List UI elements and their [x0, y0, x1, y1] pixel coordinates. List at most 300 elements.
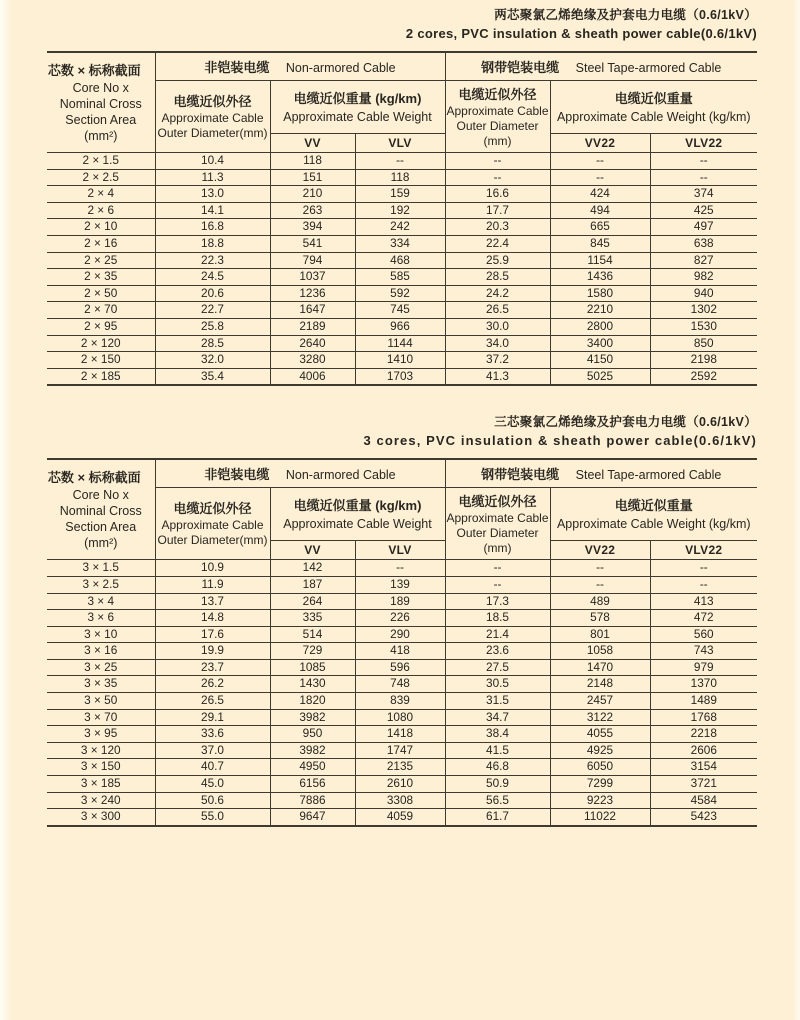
table-row [47, 186, 757, 203]
value-cell: 2800 [550, 318, 650, 335]
value-cell: 56.5 [445, 792, 550, 809]
value-cell: 2189 [270, 318, 355, 335]
value-cell: 30.5 [445, 676, 550, 693]
header-st-weight-en: Approximate Cable Weight (kg/km) [556, 516, 751, 531]
row-label-cell: 3 × 300 [47, 809, 155, 826]
value-cell: -- [355, 153, 445, 170]
value-cell: 1530 [650, 318, 757, 335]
value-cell: 17.3 [445, 593, 550, 610]
table1-title-en: 2 cores, PVC insulation & sheath power cable(0.6/1kV) [405, 26, 757, 41]
row-label-cell: 3 × 150 [47, 759, 155, 776]
header-core-en3: Section Area [65, 519, 137, 534]
header-st-diameter [445, 488, 550, 560]
value-cell: 264 [270, 593, 355, 610]
value-cell: -- [550, 576, 650, 593]
header-na-diameter-en2: Outer Diameter(mm) [157, 126, 268, 140]
value-cell: 263 [270, 202, 355, 219]
header-non-armored-cn: 非铠装电缆 [204, 467, 270, 483]
value-cell: 23.7 [155, 659, 270, 676]
table2-title-en: 3 cores, PVC insulation & sheath power cable(0.6/1kV) [363, 433, 757, 449]
value-cell: 2135 [355, 759, 445, 776]
row-label-cell: 3 × 25 [47, 659, 155, 676]
value-cell: 940 [650, 285, 757, 302]
value-cell: 743 [650, 643, 757, 660]
value-cell: 3154 [650, 759, 757, 776]
value-cell: 585 [355, 269, 445, 286]
header-steel-en: Steel Tape-armored Cable [575, 468, 722, 483]
header-st-weight [550, 488, 757, 541]
header-vv: VV [270, 541, 355, 560]
header-vlv22: VLV22 [650, 134, 757, 153]
value-cell: 118 [270, 153, 355, 170]
table-row [47, 202, 757, 219]
value-cell: 541 [270, 235, 355, 252]
value-cell: -- [650, 560, 757, 577]
header-steel-group [445, 52, 757, 81]
header-st-weight-en: Approximate Cable Weight (kg/km) [556, 109, 751, 124]
header-core-en1: Core No x [72, 487, 129, 502]
value-cell: 210 [270, 186, 355, 203]
table1-body [47, 153, 757, 386]
value-cell: 32.0 [155, 352, 270, 369]
value-cell: 192 [355, 202, 445, 219]
value-cell: 14.8 [155, 610, 270, 627]
table1-title [47, 0, 757, 43]
value-cell: 25.9 [445, 252, 550, 269]
header-vv22: VV22 [550, 134, 650, 153]
value-cell: 55.0 [155, 809, 270, 826]
header-st-diameter-en1: Approximate Cable [446, 103, 549, 118]
value-cell: 950 [270, 726, 355, 743]
row-label-cell: 3 × 4 [47, 593, 155, 610]
value-cell: 41.3 [445, 368, 550, 385]
value-cell: 845 [550, 235, 650, 252]
table-row [47, 643, 757, 660]
value-cell: 1236 [270, 285, 355, 302]
value-cell: 17.7 [445, 202, 550, 219]
value-cell: 5423 [650, 809, 757, 826]
table-row [47, 560, 757, 577]
row-label-cell: 3 × 50 [47, 693, 155, 710]
value-cell: -- [650, 576, 757, 593]
table-row [47, 169, 757, 186]
value-cell: 794 [270, 252, 355, 269]
value-cell: 514 [270, 626, 355, 643]
header-na-diameter [155, 488, 270, 560]
header-core-en1: Core No x [72, 80, 129, 95]
value-cell: 61.7 [445, 809, 550, 826]
value-cell: 748 [355, 676, 445, 693]
table1-title-cn: 两芯聚氯乙烯绝缘及护套电力电缆（0.6/1kV） [494, 8, 757, 22]
header-core-cn: 芯数 × 标称截面 [47, 62, 141, 78]
value-cell: 489 [550, 593, 650, 610]
header-na-weight-cn: 电缆近似重量 (kg/km) [293, 497, 422, 513]
value-cell: 19.9 [155, 643, 270, 660]
value-cell: 497 [650, 219, 757, 236]
value-cell: -- [445, 560, 550, 577]
value-cell: 50.9 [445, 776, 550, 793]
header-st-diameter-en2: Outer Diameter [456, 525, 539, 540]
value-cell: -- [550, 560, 650, 577]
value-cell: 1436 [550, 269, 650, 286]
value-cell: 2610 [355, 776, 445, 793]
row-label-cell: 3 × 120 [47, 742, 155, 759]
header-st-diameter-cn: 电缆近似外径 [458, 86, 537, 102]
value-cell: 1430 [270, 676, 355, 693]
table-row [47, 792, 757, 809]
header-na-diameter-cn: 电缆近似外径 [173, 94, 252, 109]
value-cell: 638 [650, 235, 757, 252]
header-st-diameter [445, 81, 550, 153]
value-cell: 34.0 [445, 335, 550, 352]
table2-title [47, 414, 757, 450]
value-cell: 2210 [550, 302, 650, 319]
table-row [47, 726, 757, 743]
value-cell: 37.2 [445, 352, 550, 369]
header-non-armored-group [155, 52, 445, 81]
header-vv22: VV22 [550, 541, 650, 560]
value-cell: 6050 [550, 759, 650, 776]
row-label-cell: 2 × 50 [47, 285, 155, 302]
header-vlv: VLV [355, 134, 445, 153]
row-label-cell: 2 × 1.5 [47, 153, 155, 170]
value-cell: 28.5 [155, 335, 270, 352]
row-label-cell: 3 × 185 [47, 776, 155, 793]
value-cell: -- [445, 169, 550, 186]
value-cell: 425 [650, 202, 757, 219]
value-cell: 4584 [650, 792, 757, 809]
table-row [47, 302, 757, 319]
value-cell: 1058 [550, 643, 650, 660]
value-cell: 827 [650, 252, 757, 269]
value-cell: 22.7 [155, 302, 270, 319]
cable-table-3core [47, 458, 757, 827]
row-label-cell: 2 × 2.5 [47, 169, 155, 186]
table1-header [47, 52, 757, 153]
value-cell: 596 [355, 659, 445, 676]
value-cell: 3308 [355, 792, 445, 809]
value-cell: 2148 [550, 676, 650, 693]
value-cell: 16.6 [445, 186, 550, 203]
table-row [47, 352, 757, 369]
table-row [47, 335, 757, 352]
value-cell: 118 [355, 169, 445, 186]
row-label-cell: 2 × 6 [47, 202, 155, 219]
value-cell: 5025 [550, 368, 650, 385]
table-row [47, 576, 757, 593]
header-core-section [47, 52, 155, 153]
value-cell: 46.8 [445, 759, 550, 776]
table-row [47, 285, 757, 302]
header-st-diameter-en2: Outer Diameter [456, 118, 539, 133]
value-cell: 578 [550, 610, 650, 627]
header-st-diameter-cn: 电缆近似外径 [458, 493, 537, 509]
table-row [47, 593, 757, 610]
header-na-diameter-en1: Approximate Cable [161, 111, 264, 125]
value-cell: 22.3 [155, 252, 270, 269]
value-cell: 1370 [650, 676, 757, 693]
header-na-diameter-en2: Outer Diameter(mm) [157, 533, 268, 548]
value-cell: 1037 [270, 269, 355, 286]
value-cell: 139 [355, 576, 445, 593]
value-cell: 4055 [550, 726, 650, 743]
value-cell: 1820 [270, 693, 355, 710]
row-label-cell: 3 × 6 [47, 610, 155, 627]
value-cell: 18.8 [155, 235, 270, 252]
value-cell: 1747 [355, 742, 445, 759]
header-non-armored-en: Non-armored Cable [285, 468, 396, 483]
value-cell: 418 [355, 643, 445, 660]
value-cell: 1302 [650, 302, 757, 319]
table-row [47, 368, 757, 385]
header-core-en3: Section Area [65, 112, 137, 127]
value-cell: -- [445, 576, 550, 593]
value-cell: 1418 [355, 726, 445, 743]
row-label-cell: 2 × 70 [47, 302, 155, 319]
value-cell: 2218 [650, 726, 757, 743]
header-steel-en: Steel Tape-armored Cable [575, 61, 722, 75]
header-core-en2: Nominal Cross [59, 503, 142, 518]
table2-title-cn: 三芯聚氯乙烯绝缘及护套电力电缆（0.6/1kV） [494, 415, 757, 430]
header-core-en4: (mm²) [84, 128, 118, 143]
value-cell: 592 [355, 285, 445, 302]
value-cell: 10.4 [155, 153, 270, 170]
value-cell: 9223 [550, 792, 650, 809]
value-cell: -- [650, 153, 757, 170]
header-core-en4: (mm²) [84, 535, 118, 550]
value-cell: 290 [355, 626, 445, 643]
row-label-cell: 2 × 10 [47, 219, 155, 236]
value-cell: 1703 [355, 368, 445, 385]
header-steel-group [445, 459, 757, 488]
table-row [47, 252, 757, 269]
header-vlv: VLV [355, 541, 445, 560]
value-cell: 187 [270, 576, 355, 593]
table-row [47, 709, 757, 726]
value-cell: 468 [355, 252, 445, 269]
value-cell: 729 [270, 643, 355, 660]
value-cell: 374 [650, 186, 757, 203]
table-row [47, 318, 757, 335]
header-na-diameter-cn: 电缆近似外径 [173, 501, 252, 517]
value-cell: 4006 [270, 368, 355, 385]
value-cell: 1768 [650, 709, 757, 726]
value-cell: 745 [355, 302, 445, 319]
value-cell: 2606 [650, 742, 757, 759]
value-cell: 966 [355, 318, 445, 335]
header-na-weight [270, 81, 445, 134]
row-label-cell: 2 × 35 [47, 269, 155, 286]
value-cell: 801 [550, 626, 650, 643]
table-row [47, 809, 757, 826]
value-cell: 7299 [550, 776, 650, 793]
table-row [47, 610, 757, 627]
value-cell: 4950 [270, 759, 355, 776]
value-cell: 34.7 [445, 709, 550, 726]
value-cell: 41.5 [445, 742, 550, 759]
header-core-en2: Nominal Cross [59, 96, 142, 111]
header-st-diameter-en1: Approximate Cable [446, 510, 549, 525]
header-st-diameter-en3: (mm) [483, 540, 512, 555]
value-cell: 17.6 [155, 626, 270, 643]
row-label-cell: 3 × 10 [47, 626, 155, 643]
value-cell: 1580 [550, 285, 650, 302]
value-cell: 979 [650, 659, 757, 676]
value-cell: 40.7 [155, 759, 270, 776]
header-st-weight-cn: 电缆近似重量 [614, 90, 693, 106]
value-cell: 1080 [355, 709, 445, 726]
value-cell: 2592 [650, 368, 757, 385]
cable-table-2core [47, 51, 757, 386]
row-label-cell: 2 × 95 [47, 318, 155, 335]
row-label-cell: 3 × 35 [47, 676, 155, 693]
table-row [47, 693, 757, 710]
value-cell: 24.5 [155, 269, 270, 286]
value-cell: 242 [355, 219, 445, 236]
table-row [47, 219, 757, 236]
table-row [47, 759, 757, 776]
header-core-section [47, 459, 155, 560]
header-na-diameter-en1: Approximate Cable [161, 518, 264, 533]
header-st-diameter-en3: (mm) [483, 133, 512, 148]
value-cell: 850 [650, 335, 757, 352]
value-cell: 4150 [550, 352, 650, 369]
value-cell: 424 [550, 186, 650, 203]
header-non-armored-en: Non-armored Cable [285, 61, 396, 75]
value-cell: 1470 [550, 659, 650, 676]
value-cell: 20.3 [445, 219, 550, 236]
header-na-weight-cn: 电缆近似重量 (kg/km) [293, 90, 422, 106]
value-cell: 413 [650, 593, 757, 610]
value-cell: 665 [550, 219, 650, 236]
page-content [47, 0, 757, 827]
table-row [47, 676, 757, 693]
value-cell: 151 [270, 169, 355, 186]
row-label-cell: 2 × 150 [47, 352, 155, 369]
value-cell: 30.0 [445, 318, 550, 335]
table2-body [47, 560, 757, 826]
header-vv: VV [270, 134, 355, 153]
value-cell: 334 [355, 235, 445, 252]
row-label-cell: 2 × 120 [47, 335, 155, 352]
table-row [47, 235, 757, 252]
value-cell: 2457 [550, 693, 650, 710]
value-cell: 11.9 [155, 576, 270, 593]
header-na-weight-en: Approximate Cable Weight [283, 516, 432, 531]
value-cell: 335 [270, 610, 355, 627]
value-cell: -- [550, 153, 650, 170]
value-cell: 4925 [550, 742, 650, 759]
value-cell: 20.6 [155, 285, 270, 302]
value-cell: 3400 [550, 335, 650, 352]
value-cell: 28.5 [445, 269, 550, 286]
value-cell: 26.2 [155, 676, 270, 693]
row-label-cell: 2 × 25 [47, 252, 155, 269]
value-cell: 394 [270, 219, 355, 236]
value-cell: 16.8 [155, 219, 270, 236]
row-label-cell: 3 × 2.5 [47, 576, 155, 593]
table-row [47, 269, 757, 286]
value-cell: 14.1 [155, 202, 270, 219]
value-cell: 27.5 [445, 659, 550, 676]
value-cell: 1410 [355, 352, 445, 369]
value-cell: 10.9 [155, 560, 270, 577]
table-row [47, 742, 757, 759]
value-cell: 189 [355, 593, 445, 610]
row-label-cell: 3 × 1.5 [47, 560, 155, 577]
value-cell: 18.5 [445, 610, 550, 627]
value-cell: 3280 [270, 352, 355, 369]
row-label-cell: 2 × 4 [47, 186, 155, 203]
value-cell: -- [550, 169, 650, 186]
header-non-armored-cn: 非铠装电缆 [204, 60, 270, 75]
value-cell: 29.1 [155, 709, 270, 726]
value-cell: 1647 [270, 302, 355, 319]
header-st-weight-cn: 电缆近似重量 [614, 497, 693, 513]
row-label-cell: 3 × 16 [47, 643, 155, 660]
header-vlv22: VLV22 [650, 541, 757, 560]
value-cell: 33.6 [155, 726, 270, 743]
row-label-cell: 3 × 240 [47, 792, 155, 809]
value-cell: 472 [650, 610, 757, 627]
value-cell: 4059 [355, 809, 445, 826]
header-na-weight-en: Approximate Cable Weight [283, 109, 432, 124]
value-cell: 3122 [550, 709, 650, 726]
header-na-diameter [155, 81, 270, 153]
value-cell: 13.7 [155, 593, 270, 610]
value-cell: 50.6 [155, 792, 270, 809]
value-cell: 982 [650, 269, 757, 286]
header-st-weight [550, 81, 757, 134]
value-cell: 35.4 [155, 368, 270, 385]
table-row [47, 153, 757, 170]
value-cell: 11022 [550, 809, 650, 826]
row-label-cell: 3 × 95 [47, 726, 155, 743]
row-label-cell: 2 × 16 [47, 235, 155, 252]
value-cell: 159 [355, 186, 445, 203]
header-steel-cn: 钢带铠装电缆 [481, 467, 560, 483]
value-cell: 11.3 [155, 169, 270, 186]
value-cell: -- [445, 153, 550, 170]
value-cell: 9647 [270, 809, 355, 826]
table2-header [47, 459, 757, 560]
value-cell: 560 [650, 626, 757, 643]
value-cell: 6156 [270, 776, 355, 793]
value-cell: 21.4 [445, 626, 550, 643]
value-cell: 2198 [650, 352, 757, 369]
value-cell: 494 [550, 202, 650, 219]
value-cell: 226 [355, 610, 445, 627]
value-cell: -- [355, 560, 445, 577]
value-cell: 13.0 [155, 186, 270, 203]
header-steel-cn: 钢带铠装电缆 [481, 60, 560, 75]
table-row [47, 776, 757, 793]
value-cell: 38.4 [445, 726, 550, 743]
value-cell: 26.5 [155, 693, 270, 710]
value-cell: 31.5 [445, 693, 550, 710]
value-cell: 24.2 [445, 285, 550, 302]
value-cell: 22.4 [445, 235, 550, 252]
row-label-cell: 2 × 185 [47, 368, 155, 385]
value-cell: 37.0 [155, 742, 270, 759]
header-core-cn: 芯数 × 标称截面 [47, 469, 141, 485]
table-row [47, 659, 757, 676]
value-cell: 839 [355, 693, 445, 710]
header-na-weight [270, 488, 445, 541]
value-cell: 3982 [270, 709, 355, 726]
value-cell: 7886 [270, 792, 355, 809]
value-cell: 3982 [270, 742, 355, 759]
